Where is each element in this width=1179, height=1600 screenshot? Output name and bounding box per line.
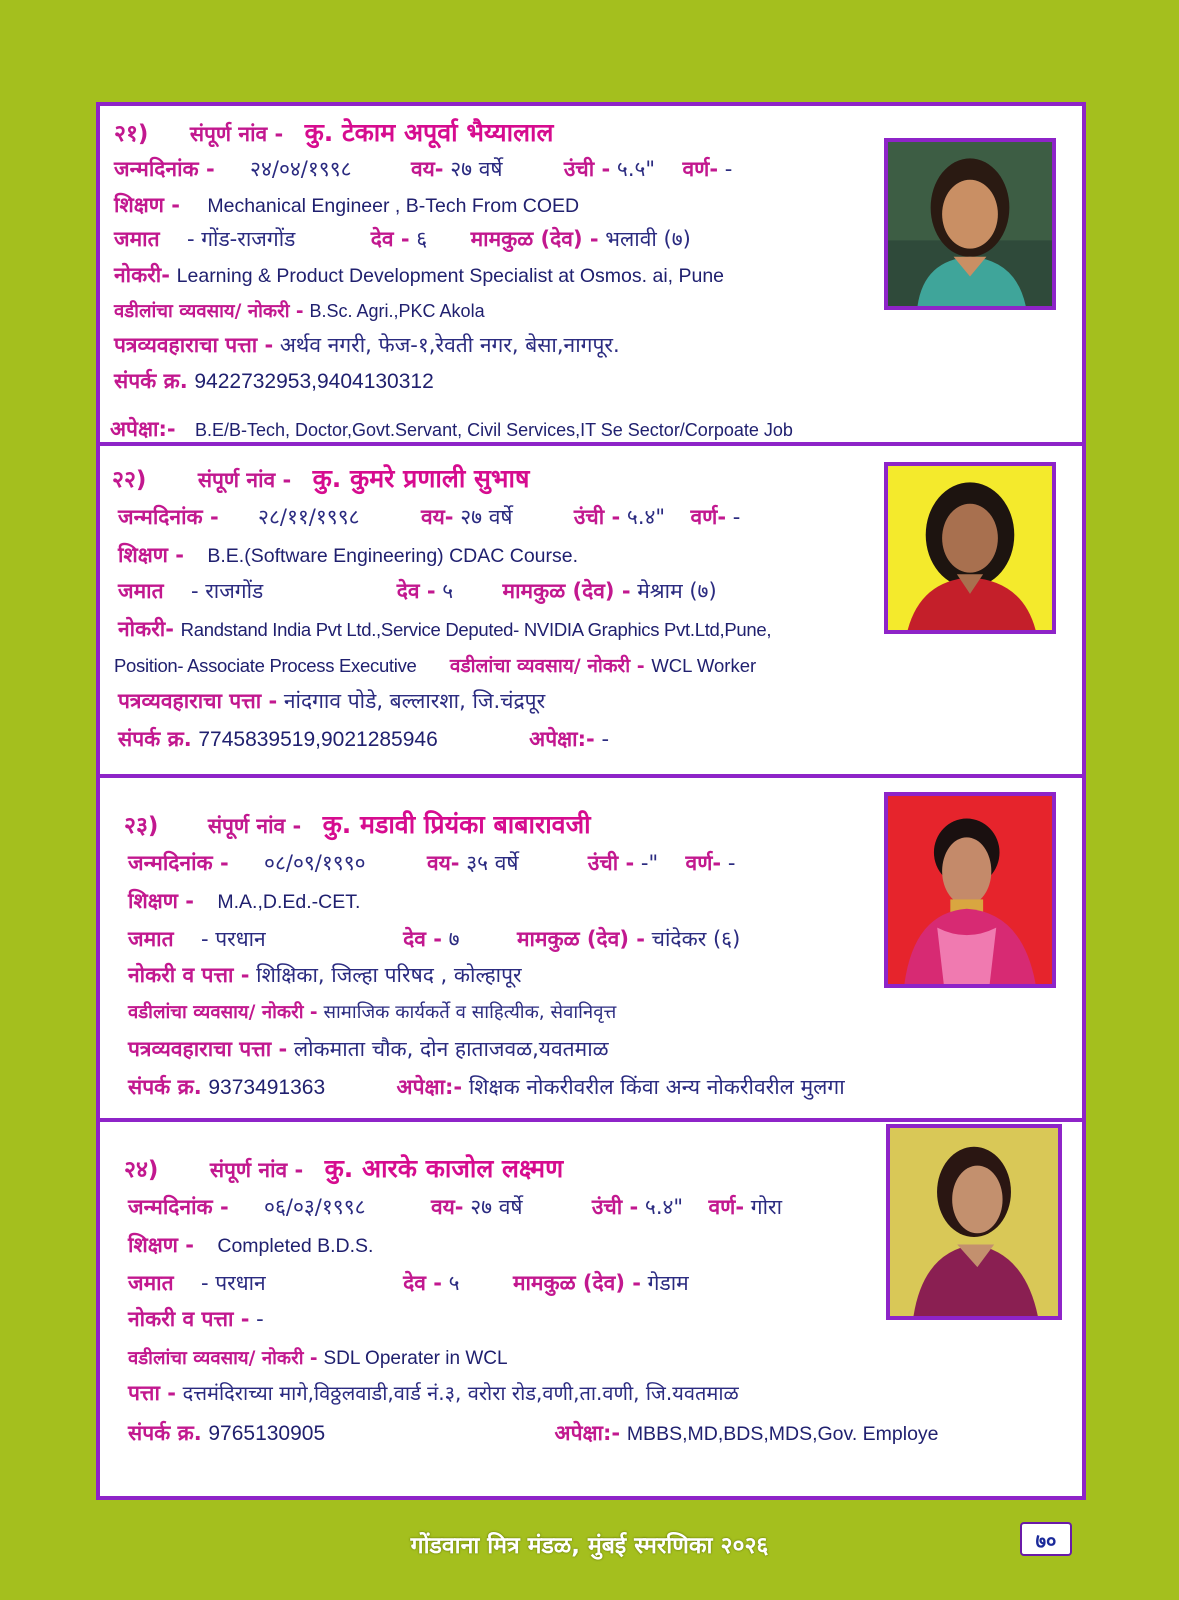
expectation-value: MBBS,MD,BDS,MDS,Gov. Employe [626,1423,939,1445]
address-label: पत्रव्यवहाराचा पत्ता - [118,689,278,713]
complexion-value: - [732,505,741,529]
expectation-label: अपेक्षा:- [396,1075,463,1099]
profile-card-24 [100,1122,1082,1496]
education-line [118,540,578,571]
age-value: ३५ वर्षे [466,851,519,875]
full-name-label: संपूर्ण नांव - [197,468,292,492]
caste-label: जमात [128,927,174,951]
height-label: उंची - [563,157,611,181]
contact-label: संपर्क क्र. [118,727,192,751]
height-label: उंची - [573,505,621,529]
job-label: नोकरी- [114,263,170,287]
dob-label: जन्मदिनांक - [128,851,229,875]
address-label: पत्ता - [128,1381,176,1405]
contact-label: संपर्क क्र. [128,1421,202,1445]
name-line [114,118,553,149]
name-line [124,810,591,841]
profile-number: २१) [114,121,149,147]
education-value: Completed B.D.S. [217,1235,374,1257]
contact-label: संपर्क क्र. [114,369,188,393]
contact-value: 9422732953,9404130312 [194,370,434,393]
dob-line [128,1192,782,1222]
education-line [128,1230,373,1261]
job-address-label: नोकरी व पत्ता - [128,963,250,987]
dev-value: ७ [448,927,460,951]
father-label: वडीलांचा व्यवसाय/ नोकरी - [114,301,304,322]
mamkul-label: मामकुळ (देव) - [512,1271,641,1295]
father-line [128,998,616,1028]
father-line [114,296,485,327]
full-name: कु. आरके काजोल लक्ष्मण [324,1154,564,1183]
height-value: -" [640,851,659,875]
page-number: ७० [1020,1522,1072,1556]
expectation-label: अपेक्षा:- [554,1421,621,1445]
father-label: वडीलांचा व्यवसाय/ नोकरी - [128,1002,318,1023]
mamkul-label: मामकुळ (देव) - [502,579,631,603]
caste-label: जमात [118,579,164,603]
expectation-line [110,414,793,445]
mamkul-label: मामकुळ (देव) - [516,927,645,951]
education-label: शिक्षण - [128,889,194,913]
job-line [128,1304,264,1334]
name-line [124,1154,563,1185]
father-line [128,1344,508,1374]
position-line [114,650,756,681]
dob-line [118,502,740,532]
job-line [128,960,522,990]
dob-value: २४/०४/१९९८ [250,157,352,181]
caste-line [128,924,740,954]
father-value: WCL Worker [651,655,757,676]
expectation-label: अपेक्षा:- [110,417,176,441]
education-value: Mechanical Engineer , B-Tech From COED [207,195,580,217]
footer-title: गोंडवाना मित्र मंडळ, मुंबई स्मरणिका २०२६ [410,1533,769,1559]
education-label: शिक्षण - [128,1233,194,1257]
address-value: अर्थव नगरी, फेज-१,रेवती नगर, बेसा,नागपूर. [279,333,620,357]
dob-value: ०८/०९/१९९० [264,851,366,875]
dev-label: देव - [403,1271,442,1295]
address-value: लोकमाता चौक, दोन हाताजवळ,यवतमाळ [293,1037,609,1061]
dob-value: २८/११/१९९८ [258,505,360,529]
caste-line [114,224,691,254]
full-name-label: संपूर्ण नांव - [209,1158,304,1182]
education-label: शिक्षण - [118,543,184,567]
age-value: २७ वर्षे [450,157,503,181]
dob-label: जन्मदिनांक - [128,1195,229,1219]
address-line [128,1378,739,1408]
name-line [112,464,529,495]
dev-value: ५ [448,1271,460,1295]
job-label: नोकरी- [118,617,174,641]
age-label: वय- [410,157,444,181]
address-line [128,1034,609,1064]
expectation-value: - [601,727,610,751]
dev-value: ५ [442,579,454,603]
caste-value: - परधान [200,1271,266,1295]
profile-photo [884,792,1056,988]
age-value: २७ वर्षे [460,505,513,529]
job-line [118,614,771,645]
education-value: M.A.,D.Ed.-CET. [217,891,361,913]
complexion-label: वर्ण- [708,1195,745,1219]
full-name: कु. कुमरे प्रणाली सुभाष [312,464,530,493]
profile-card-23 [100,778,1082,1122]
education-value: B.E.(Software Engineering) CDAC Course. [207,545,579,567]
complexion-label: वर्ण- [685,851,722,875]
contact-line [118,724,609,755]
contact-line [128,1072,845,1103]
expectation-label: अपेक्षा:- [529,727,595,751]
caste-line [128,1268,689,1298]
address-line [114,330,620,360]
expectation-value: B.E/B-Tech, Doctor,Govt.Servant, Civil Services,IT Se Sector/Corpoate Job [194,420,793,440]
height-value: ५.५" [616,157,656,181]
caste-value: - राजगोंड [190,579,264,603]
dev-value: ६ [416,227,428,251]
mamkul-value: मेश्राम (७) [637,579,717,603]
dev-label: देव - [403,927,442,951]
age-label: वय- [426,851,460,875]
father-value: B.Sc. Agri.,PKC Akola [309,301,485,321]
caste-value: - गोंड-राजगोंड [186,227,296,251]
address-label: पत्रव्यवहाराचा पत्ता - [114,333,274,357]
contact-line [114,366,434,397]
mamkul-label: मामकुळ (देव) - [470,227,599,251]
mamkul-value: भलावी (७) [605,227,691,251]
job-value: - [256,1307,264,1331]
age-label: वय- [430,1195,464,1219]
page-frame [96,102,1086,1500]
dob-line [128,848,735,878]
age-value: २७ वर्षे [470,1195,523,1219]
full-name-label: संपूर्ण नांव - [189,122,284,146]
contact-line [128,1418,939,1449]
age-label: वय- [420,505,454,529]
education-line [128,886,360,917]
mamkul-value: गेडाम [647,1271,689,1295]
father-value: सामाजिक कार्यकर्ते व साहित्यीक, सेवानिवृत्त [323,1002,617,1023]
address-value: नांदगाव पोडे, बल्लारशा, जि.चंद्रपूर [283,689,546,713]
mamkul-value: चांदेकर (६) [651,927,741,951]
caste-label: जमात [128,1271,174,1295]
contact-value: 9765130905 [208,1422,326,1445]
father-label: वडीलांचा व्यवसाय/ नोकरी - [128,1348,318,1369]
full-name-label: संपूर्ण नांव - [207,814,302,838]
dob-value: ०६/०३/१९९८ [264,1195,366,1219]
position-value: Position- Associate Process Executive [114,655,417,676]
contact-label: संपर्क क्र. [128,1075,202,1099]
dob-line [114,154,732,184]
complexion-value: - [727,851,736,875]
profile-number: २२) [112,467,147,493]
height-label: उंची - [587,851,635,875]
job-address-label: नोकरी व पत्ता - [128,1307,250,1331]
complexion-label: वर्ण- [690,505,727,529]
full-name: कु. मडावी प्रियंका बाबारावजी [322,810,591,839]
caste-value: - परधान [200,927,266,951]
job-value: Randstand India Pvt Ltd.,Service Deputed- NVIDIA Graphics Pvt.Ltd,Pune, [180,619,772,640]
dev-label: देव - [370,227,410,251]
education-label: शिक्षण - [114,193,180,217]
profile-photo [884,462,1056,634]
profile-number: २४) [124,1157,159,1183]
complexion-value: गोरा [750,1195,783,1219]
expectation-value: शिक्षक नोकरीवरील किंवा अन्य नोकरीवरील मुलगा [468,1075,845,1099]
father-label: वडीलांचा व्यवसाय/ नोकरी - [449,655,645,677]
dob-label: जन्मदिनांक - [114,157,215,181]
profile-number: २३) [124,813,159,839]
complexion-value: - [724,157,733,181]
job-value: शिक्षिका, जिल्हा परिषद , कोल्हापूर [256,963,522,987]
dev-label: देव - [396,579,436,603]
complexion-label: वर्ण- [682,157,719,181]
height-label: उंची - [591,1195,639,1219]
contact-value: 9373491363 [208,1076,326,1099]
address-line [118,686,545,716]
profile-card-21 [100,106,1082,446]
profile-photo [886,1124,1062,1320]
job-value: Learning & Product Development Specialist at Osmos. ai, Pune [176,265,725,287]
dob-label: जन्मदिनांक - [118,505,219,529]
full-name: कु. टेकाम अपूर्वा भैय्यालाल [304,118,554,147]
education-line [114,190,579,221]
address-value: दत्तमंदिराच्या मागे,विठ्ठलवाडी,वार्ड नं.३, वरोरा रोड,वणी,ता.वणी, जि.यवतमाळ [182,1381,739,1405]
job-line [114,260,724,291]
height-value: ५.४" [644,1195,684,1219]
height-value: ५.४" [626,505,666,529]
profile-card-22 [100,446,1082,778]
profile-photo [884,138,1056,310]
caste-line [118,576,717,606]
caste-label: जमात [114,227,160,251]
father-value: SDL Operater in WCL [323,1348,508,1369]
address-label: पत्रव्यवहाराचा पत्ता - [128,1037,288,1061]
contact-value: 7745839519,9021285946 [198,728,438,751]
